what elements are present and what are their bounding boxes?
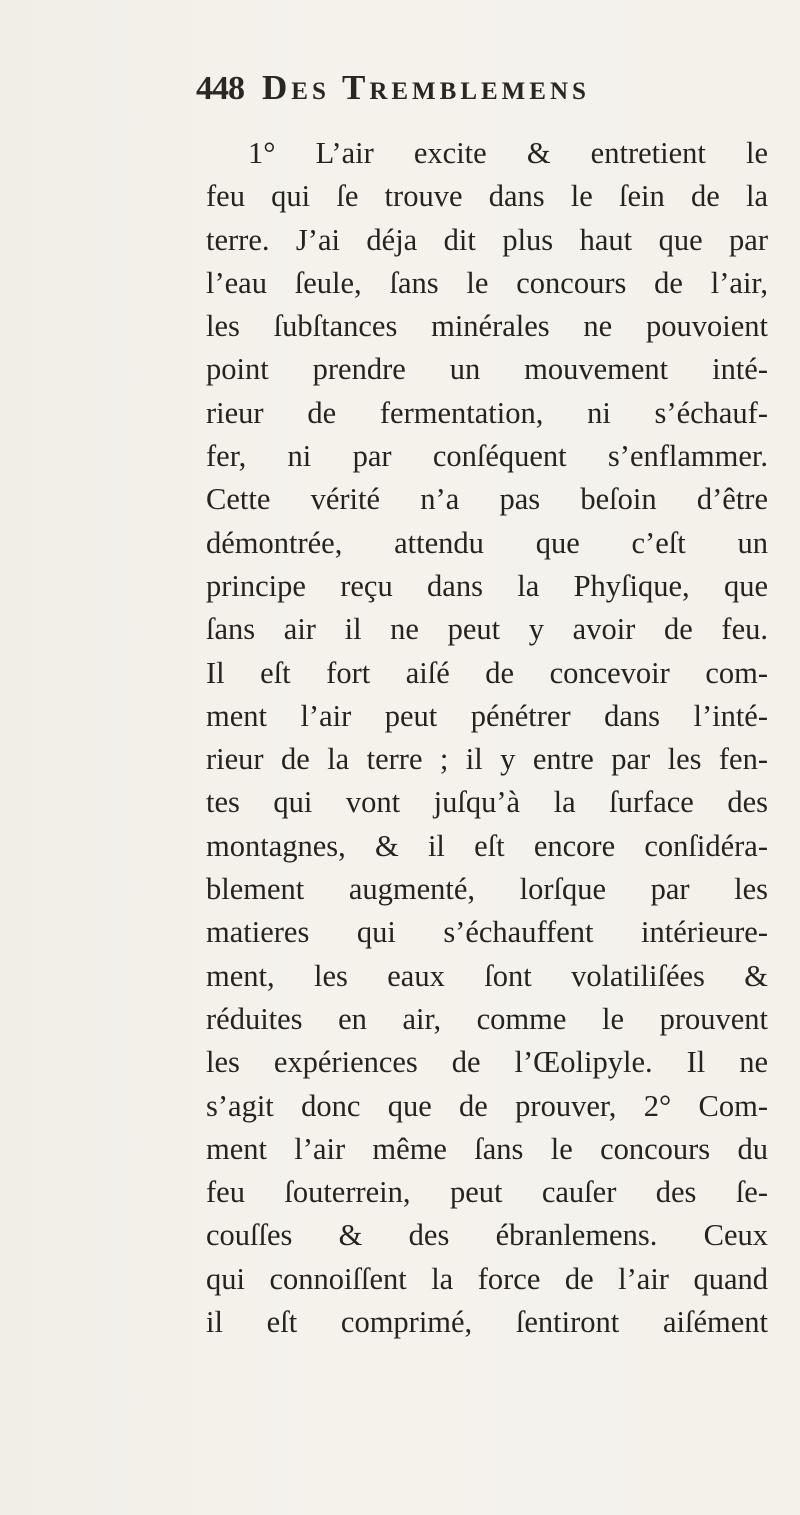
text-line: l’eau ſeule, ſans le concours de l’air, <box>206 265 768 300</box>
text-line: feu qui ſe trouve dans le ſein de la <box>206 179 768 214</box>
body-text <box>206 132 768 1344</box>
text-line: couſſes & des ébranlemens. Ceux <box>206 1218 768 1253</box>
text-line: fer, ni par conſéquent s’enflammer. <box>206 439 768 474</box>
text-line: les expériences de l’Œolipyle. Il ne <box>206 1045 768 1080</box>
text-line: il eſt comprimé, ſentiront aiſément <box>206 1305 768 1340</box>
text-line: réduites en air, comme le prouvent <box>206 1001 768 1036</box>
text-line: qui connoiſſent la force de l’air quand <box>206 1261 768 1296</box>
text-line: ment, les eaux ſont volatiliſées & <box>206 958 768 993</box>
text-line: ment l’air peut pénétrer dans l’inté- <box>206 698 768 733</box>
text-line: ment l’air même ſans le concours du <box>206 1131 768 1166</box>
text-line: 1° L’air excite & entretient le <box>248 136 768 170</box>
text-line: blement augmenté, lorſque par les <box>206 872 768 907</box>
page-header <box>196 68 676 128</box>
text-line: matieres qui s’échauffent intérieure- <box>206 915 768 950</box>
text-line: ſans air il ne peut y avoir de feu. <box>206 612 768 647</box>
page-number: 448 <box>196 70 244 107</box>
text-line: feu ſouterrein, peut cauſer des ſe- <box>206 1175 768 1210</box>
text-line: Il eſt fort aiſé de concevoir com- <box>206 655 768 690</box>
text-line: démontrée, attendu que c’eſt un <box>206 525 768 560</box>
text-line: rieur de la terre ; il y entre par les fen- <box>206 742 768 777</box>
text-line: terre. J’ai déja dit plus haut que par <box>206 222 768 257</box>
text-line: montagnes, & il eſt encore conſidéra- <box>206 828 768 863</box>
text-line: les ſubſtances minérales ne pouvoient <box>206 309 768 344</box>
running-title: Des Tremblemens <box>262 68 590 107</box>
text-line: tes qui vont juſqu’à la ſurface des <box>206 785 768 820</box>
text-line: principe reçu dans la Phyſique, que <box>206 568 768 603</box>
text-line: point prendre un mouvement inté- <box>206 352 768 387</box>
text-line: Cette vérité n’a pas beſoin d’être <box>206 482 768 517</box>
text-line: rieur de fermentation, ni s’échauf- <box>206 395 768 430</box>
text-line: s’agit donc que de prouver, 2° Com- <box>206 1088 768 1123</box>
